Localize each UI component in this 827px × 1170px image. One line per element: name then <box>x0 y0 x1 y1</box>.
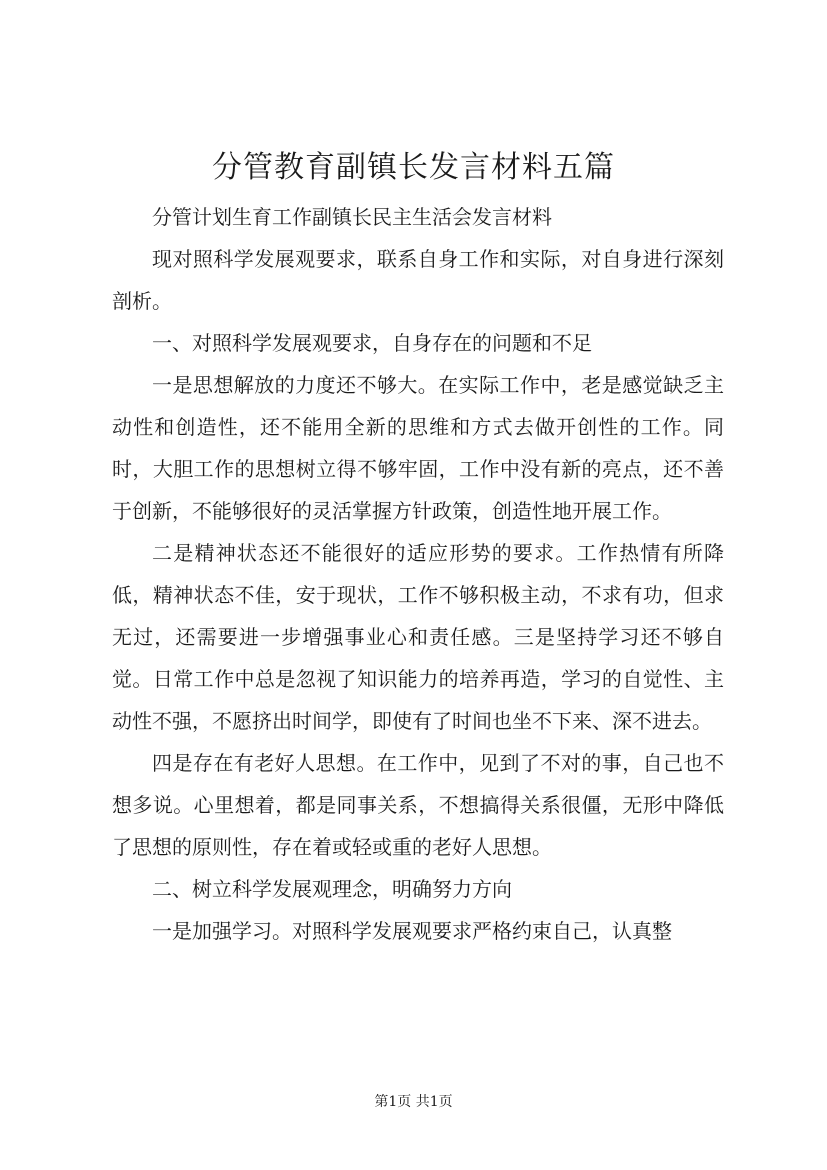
paragraph-point-4: 四是存在有老好人思想。在工作中，见到了不对的事，自己也不想多说。心里想着，都是同事关系，不想搞得关系很僵，无形中降低了思想的原则性，存在着或轻或重的老好人思想。 <box>112 751 724 859</box>
section-heading-2: 二、树立科学发展观理念，明确努力方向 <box>152 877 512 901</box>
page-footer: 第1页 共1页 <box>374 1094 453 1110</box>
document-body <box>112 196 724 952</box>
section-heading-1: 一、对照科学发展观要求，自身存在的问题和不足 <box>152 331 592 355</box>
paragraph-subtitle: 分管计划生育工作副镇长民主生活会发言材料 <box>152 205 552 229</box>
paragraph-intro: 现对照科学发展观要求，联系自身工作和实际，对自身进行深刻剖析。 <box>112 247 724 313</box>
paragraph-point-2-3: 二是精神状态还不能很好的适应形势的要求。工作热情有所降低，精神状态不佳，安于现状，工作不够积极主动，不求有功，但求无过，还需要进一步增强事业心和责任感。三是坚持学习还不够自觉。日常工作中总是忽视了知识能力的培养再造，学习的自觉性、主动性不强，不愿挤出时间学，即使有了时间也坐不下来、深不进去。 <box>112 541 724 733</box>
document-title: 分管教育副镇长发言材料五篇 <box>212 150 615 185</box>
paragraph-direction-1: 一是加强学习。对照科学发展观要求严格约束自己，认真整 <box>152 919 672 943</box>
paragraph-point-1: 一是思想解放的力度还不够大。在实际工作中，老是感觉缺乏主动性和创造性，还不能用全新的思维和方式去做开创性的工作。同时，大胆工作的思想树立得不够牢固，工作中没有新的亮点，还不善于创新，不能够很好的灵活掌握方针政策，创造性地开展工作。 <box>112 373 724 523</box>
